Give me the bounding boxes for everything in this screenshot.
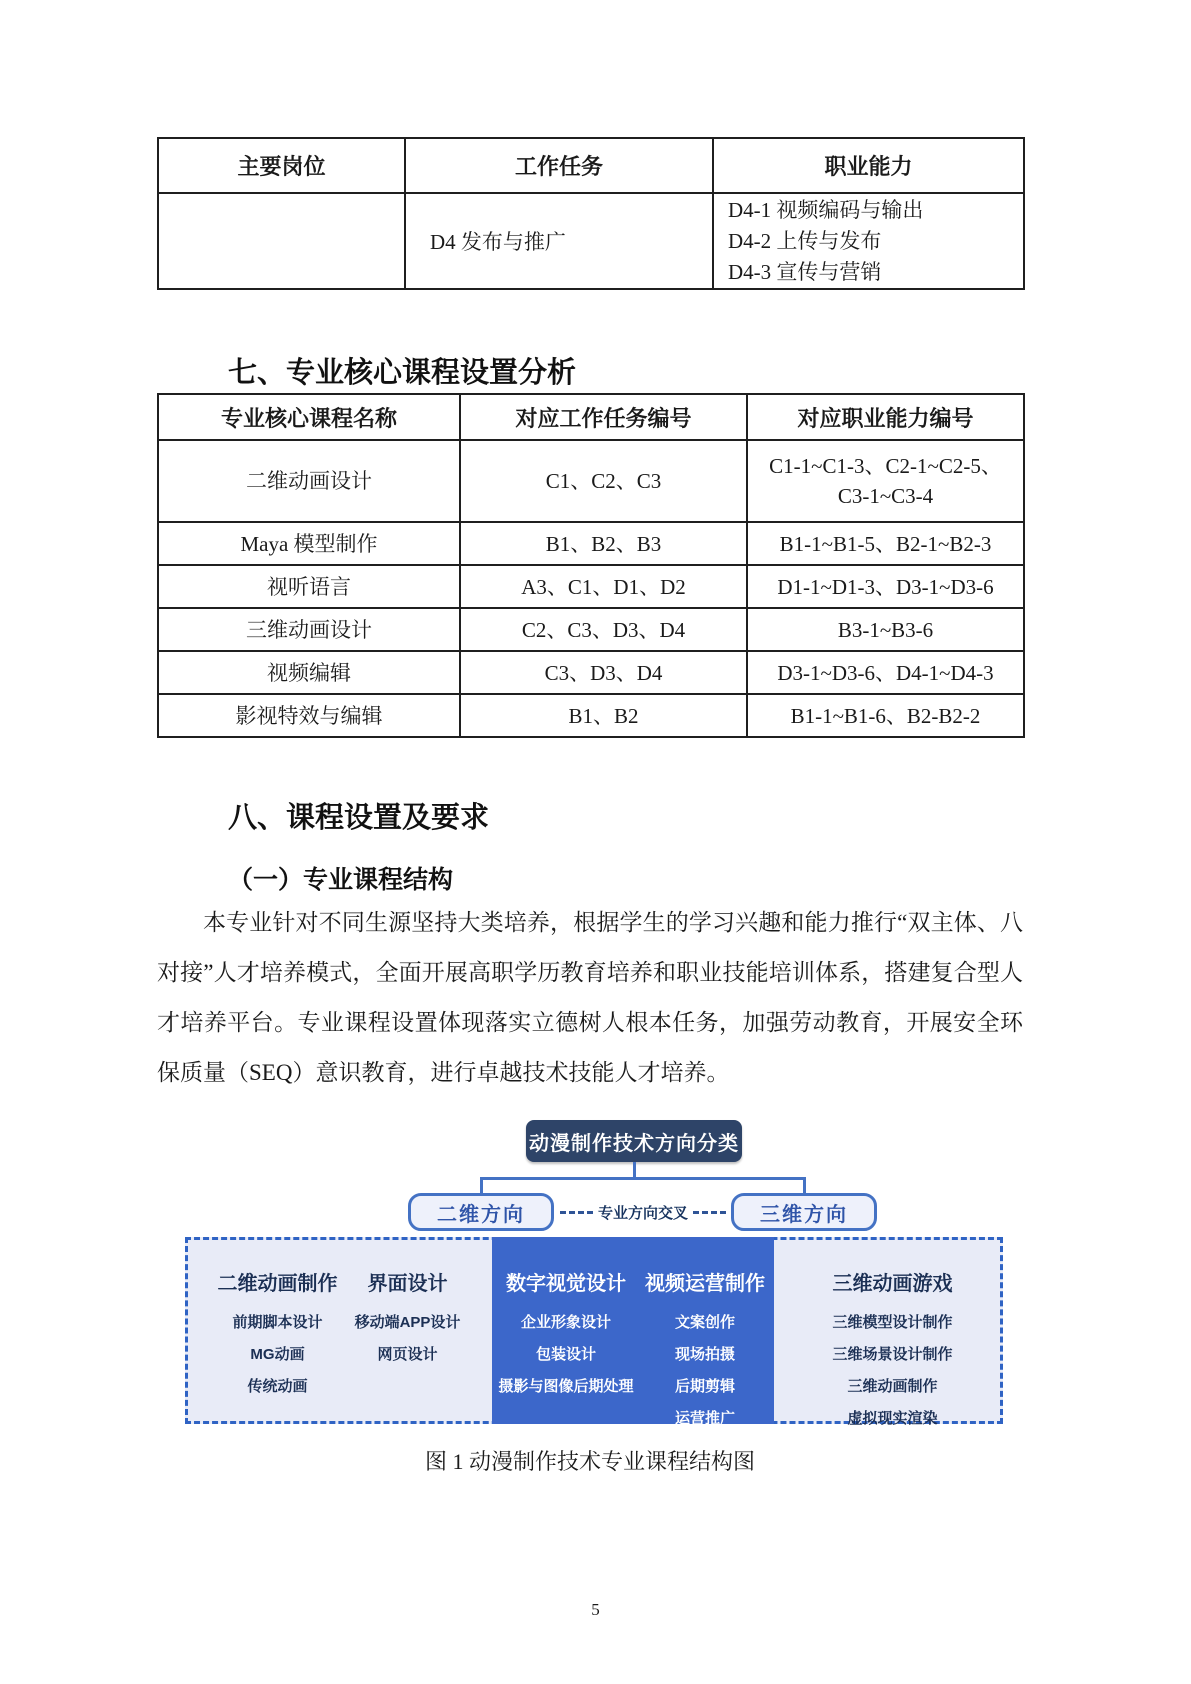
group-title: 数字视觉设计 (506, 1273, 626, 1295)
cell-abilities: D3-1~D3-6、D4-1~D4-3 (747, 651, 1024, 694)
cell-abilities: B1-1~B1-6、B2-B2-2 (747, 694, 1024, 737)
group-item: 现场拍摄 (674, 1346, 735, 1363)
positions-task-table (157, 137, 1025, 290)
course-group-video-operation (640, 1271, 770, 1435)
group-item: 虚拟现实渲染 (847, 1410, 938, 1427)
figure-caption: 图 1 动漫制作技术专业课程结构图 (424, 1449, 755, 1474)
table-row (158, 193, 1024, 289)
cell-tasks: C3、D3、D4 (460, 651, 747, 694)
group-title: 三维动画游戏 (832, 1273, 953, 1295)
cell-tasks: C2、C3、D3、D4 (460, 608, 747, 651)
connector-line (480, 1177, 483, 1194)
cell-tasks: B1、B2、B3 (460, 522, 747, 565)
cell-course: 视听语言 (158, 565, 460, 608)
course-group-digital-visual (496, 1271, 636, 1403)
subsection-heading: （一）专业课程结构 (228, 866, 454, 894)
branch-node-3d: 三维方向 (731, 1193, 877, 1231)
group-item: 运营推广 (674, 1410, 735, 1427)
branch-node-2d: 二维方向 (408, 1193, 554, 1231)
body-paragraph: 本专业针对不同生源坚持大类培养，根据学生的学习兴趣和能力推行“双主体、八对接”人才培养模式，全面开展高职学历教育培养和职业技能培训体系，搭建复合型人才培养平台。专业课程设置体现落实立德树人根本任务，加强劳动教育，开展安全环保质量（SEQ）意识教育，进行卓越技术技能人才培养。 (157, 910, 1023, 1085)
group-item: 网页设计 (377, 1346, 438, 1363)
group-item: 包装设计 (535, 1346, 596, 1363)
group-item: 传统动画 (247, 1378, 308, 1395)
cross-link-label: 专业方向交叉 (598, 1204, 689, 1222)
group-item: 企业形象设计 (520, 1314, 611, 1331)
col-header-ability: 职业能力 (713, 138, 1024, 193)
cell-tasks: A3、C1、D1、D2 (460, 565, 747, 608)
cell-position (158, 193, 405, 289)
cross-link (560, 1197, 726, 1227)
table-row (158, 608, 1024, 651)
group-title: 二维动画制作 (217, 1273, 338, 1295)
section-heading-7: 七、专业核心课程设置分析 (228, 357, 577, 389)
cell-course: 二维动画设计 (158, 440, 460, 522)
cell-course: 视频编辑 (158, 651, 460, 694)
group-item: 后期剪辑 (674, 1378, 735, 1395)
group-item: MG动画 (250, 1346, 305, 1363)
group-item: 三维模型设计制作 (832, 1314, 953, 1331)
col-header-task-codes: 对应工作任务编号 (460, 394, 747, 440)
group-item: 摄影与图像后期处理 (498, 1378, 634, 1395)
ability-line: D4-1 视频编码与输出 (728, 197, 924, 222)
figure-root-node: 动漫制作技术方向分类 (526, 1120, 742, 1162)
table-row (158, 694, 1024, 737)
table-row (158, 440, 1024, 522)
cell-abilities: D1-1~D1-3、D3-1~D3-6 (747, 565, 1024, 608)
section-heading-8: 八、课程设置及要求 (228, 802, 490, 834)
group-title: 视频运营制作 (645, 1273, 765, 1295)
cell-abilities: C1-1~C1-3、C2-1~C2-5、C3-1~C3-4 (747, 440, 1024, 522)
group-title: 界面设计 (367, 1273, 448, 1295)
table-row (158, 522, 1024, 565)
core-course-table (157, 393, 1025, 738)
dashed-line (560, 1211, 593, 1214)
cell-abilities: B1-1~B1-5、B2-1~B2-3 (747, 522, 1024, 565)
table-row (158, 651, 1024, 694)
course-group-ui-design (330, 1271, 485, 1371)
group-item: 三维动画制作 (847, 1378, 938, 1395)
table-row (158, 565, 1024, 608)
cell-abilities (713, 193, 1024, 289)
cell-tasks: B1、B2 (460, 694, 747, 737)
page-number: 5 (591, 1600, 600, 1619)
col-header-course: 专业核心课程名称 (158, 394, 460, 440)
col-header-position: 主要岗位 (158, 138, 405, 193)
ability-line: D4-3 宣传与营销 (728, 259, 882, 284)
cell-tasks: C1、C2、C3 (460, 440, 747, 522)
cell-abilities: B3-1~B3-6 (747, 608, 1024, 651)
connector-line (803, 1177, 806, 1194)
cell-course: 影视特效与编辑 (158, 694, 460, 737)
group-item: 文案创作 (674, 1314, 735, 1331)
ability-line: D4-2 上传与发布 (728, 228, 882, 253)
course-group-3d-animation-game (795, 1271, 990, 1435)
dashed-line (693, 1211, 726, 1214)
group-item: 移动端APP设计 (354, 1314, 461, 1331)
group-item: 前期脚本设计 (232, 1314, 323, 1331)
col-header-ability-codes: 对应职业能力编号 (747, 394, 1024, 440)
cell-course: 三维动画设计 (158, 608, 460, 651)
cell-course: Maya 模型制作 (158, 522, 460, 565)
col-header-task: 工作任务 (405, 138, 713, 193)
group-item: 三维场景设计制作 (832, 1346, 953, 1363)
connector-line (633, 1162, 636, 1178)
cell-task: D4 发布与推广 (405, 193, 713, 289)
connector-line (480, 1177, 806, 1180)
